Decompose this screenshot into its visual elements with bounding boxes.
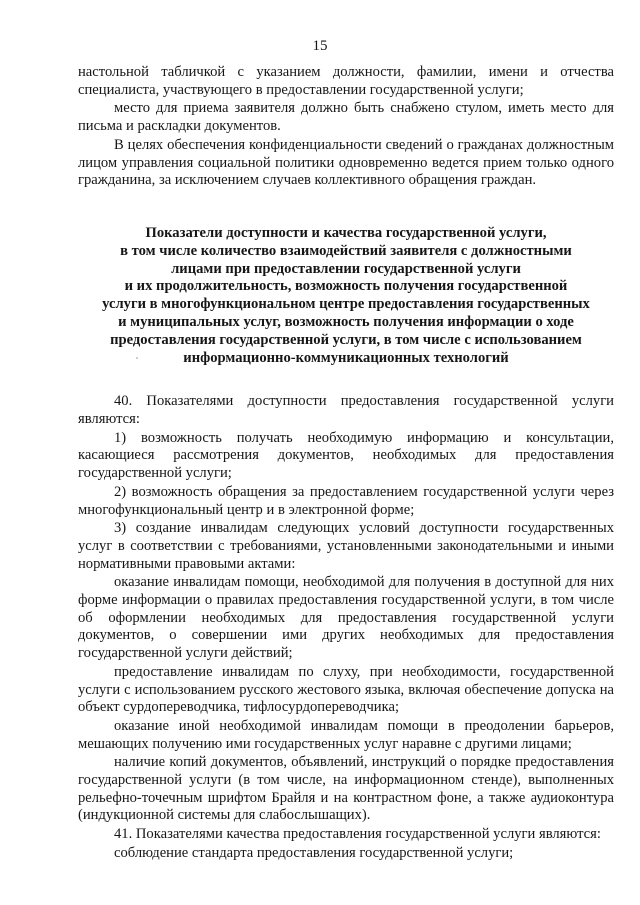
heading-line: и муниципальных услуг, возможность получения информации о ходе xyxy=(118,313,574,330)
paragraph: 1) возможность получать необходимую информацию и консультации, касающиеся рассмотрения документов, необходимых для предоставления государственной услуги; xyxy=(78,429,614,482)
heading-line: предоставления государственной услуги, в том числе с использованием xyxy=(110,331,582,348)
paragraph: 41. Показателями качества предоставления государственной услуги являются: xyxy=(114,826,601,843)
page-number: 15 xyxy=(312,38,328,54)
paragraph: настольной табличкой с указанием должности, фамилии, имени и отчества специалиста, участвующего в предоставлении государственной услуги; xyxy=(78,64,614,98)
heading-line: услуги в многофункциональном центре предоставления государственных xyxy=(102,296,590,313)
paragraph: оказание иной необходимой инвалидам помощи в преодолении барьеров, мешающих получению ими государственных услуг наравне с другими лицами; xyxy=(78,717,614,752)
heading-line: информационно-коммуникационных технологий xyxy=(183,349,509,366)
heading-line: лицами при предоставлении государственной услуги xyxy=(171,260,521,277)
paragraph: наличие копий документов, объявлений, инструкций о порядке предоставления государственной услуги (в том числе, на информационном стенде), выполненных рельефно-точечным шрифтом Брайля и на контрастном фоне, а также аудиоконтура (индукционной системы для слабослышащих). xyxy=(78,754,614,824)
paragraph: 3) создание инвалидам следующих условий доступности государственных услуг в соответствии с требованиями, установленными законодательными и иными нормативными правовыми актами: xyxy=(78,520,614,572)
paragraph: 2) возможность обращения за предоставлением государственной услуги через многофункциональный центр и в электронной форме; xyxy=(78,483,614,518)
heading-line: в том числе количество взаимодействий заявителя с должностными xyxy=(120,242,572,259)
scan-speck xyxy=(136,357,138,359)
document-body xyxy=(78,64,614,863)
heading-line: и их продолжительность, возможность получения государственной xyxy=(124,278,568,295)
paragraph: место для приема заявителя должно быть снабжено стулом, иметь место для письма и раскладки документов. xyxy=(78,100,614,135)
section-heading xyxy=(78,225,614,367)
paragraph: оказание инвалидам помощи, необходимой для получения в доступной для них форме информации о правилах предоставления государственной услуги, в том числе об оформлении необходимых для предоставления государственной услуги документов, о совершении ими других необходимых для предоставления государственной услуги действий; xyxy=(78,574,614,662)
heading-line: Показатели доступности и качества государственной услуги, xyxy=(145,224,547,241)
paragraph: В целях обеспечения конфиденциальности сведений о гражданах должностным лицом управления социальной политики одновременно ведется прием только одного гражданина, за исключением случаев коллективного обращения граждан. xyxy=(78,136,614,189)
paragraph: соблюдение стандарта предоставления государственной услуги; xyxy=(114,844,514,861)
paragraph: 40. Показателями доступности предоставления государственной услуги являются: xyxy=(78,393,614,427)
paragraph: предоставление инвалидам по слуху, при необходимости, государственной услуги с использованием русского жестового языка, включая обеспечение допуска на объект сурдопереводчика, тифлосурдопереводчика; xyxy=(78,663,614,716)
